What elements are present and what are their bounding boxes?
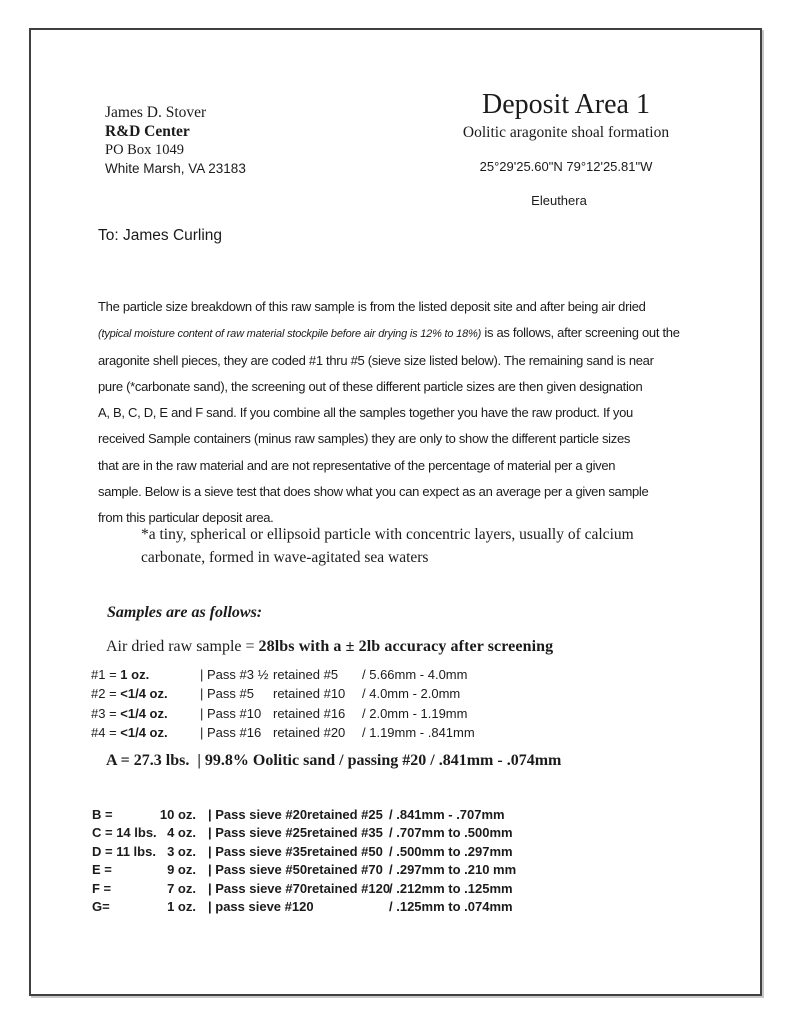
grade-pass: | Pass sieve #50 <box>208 862 308 878</box>
intro-line: pure (*carbonate sand), the screening out of these different particle sizes are then given designation <box>98 378 643 394</box>
grade-label: F = <box>92 880 112 896</box>
screen-pass: | Pass #10 <box>200 705 262 721</box>
sample-a-line: A = 27.3 lbs. | 99.8% Oolitic sand / passing #20 / .841mm - .074mm <box>106 752 562 769</box>
grade-retained: retained #25 <box>307 807 383 822</box>
grade-label-qty <box>92 880 196 898</box>
grade-label-qty <box>92 806 196 824</box>
intro-paragraph <box>98 294 680 532</box>
grade-row <box>92 806 516 824</box>
screening-row <box>91 684 475 703</box>
intro-line: received Sample containers (minus raw samples) they are only to show the different particle sizes <box>98 431 631 447</box>
screen-retained: retained #20 <box>273 725 346 741</box>
grade-label: E = <box>92 862 112 878</box>
oolite-definition-footnote <box>141 524 634 569</box>
location-name: Eleuthera <box>531 193 587 208</box>
grade-table <box>92 806 516 916</box>
raw-sample-line <box>106 638 553 656</box>
screen-retained: retained #16 <box>273 705 346 721</box>
grade-pass: | Pass sieve #70 <box>208 880 308 896</box>
moisture-note: (typical moisture content of raw material stockpile before air drying is 12% to 18%) <box>98 328 482 341</box>
screening-row <box>91 723 475 742</box>
raw-sample-weight: 28lbs with a ± 2lb accuracy after screening <box>258 638 554 655</box>
intro-line: The particle size breakdown of this raw sample is from the listed deposit site and after being air dried <box>98 299 646 314</box>
grade-label: B = <box>92 807 113 822</box>
grade-size-range: / .500mm to .297mm <box>389 843 513 859</box>
screen-code: #2 = <box>91 686 121 702</box>
footnote-line: *a tiny, spherical or ellipsoid particle with concentric layers, usually of calcium <box>141 526 634 543</box>
sender-name: James D. Stover <box>105 104 207 121</box>
screening-row <box>91 704 475 723</box>
grade-retained: retained #50 <box>307 843 383 859</box>
grade-retained: retained #120 <box>307 880 391 896</box>
grade-row <box>92 880 516 898</box>
intro-line: sample. Below is a sieve test that does show what you can expect as an average per a given sample <box>98 484 649 500</box>
grade-qty: 9 oz. <box>167 862 196 878</box>
intro-lines <box>98 348 680 532</box>
screen-pass: | Pass #5 <box>200 686 254 702</box>
footnote-line: carbonate, formed in wave-agitated sea waters <box>141 548 429 566</box>
grade-size-range: / .212mm to .125mm <box>389 880 513 896</box>
screen-pass: | Pass #16 <box>200 725 262 741</box>
screen-size-range: / 1.19mm - .841mm <box>362 725 475 741</box>
grade-label-qty <box>92 861 196 879</box>
intro-line-continuation: is as follows, after screening out the <box>481 325 680 341</box>
screen-size-range: / 4.0mm - 2.0mm <box>362 686 461 702</box>
grade-label-qty <box>92 898 196 916</box>
screen-code-qty <box>91 704 200 723</box>
grade-label-qty <box>92 824 196 842</box>
screen-retained: retained #10 <box>273 686 346 702</box>
screen-qty: <1/4 oz. <box>120 686 168 702</box>
grade-row <box>92 824 516 842</box>
grade-pass: | pass sieve #120 <box>208 899 314 915</box>
grade-pass: | Pass sieve #25 <box>208 825 308 841</box>
document-subtitle: Oolitic aragonite shoal formation <box>462 124 670 141</box>
screen-size-range: / 5.66mm - 4.0mm <box>362 667 468 682</box>
grade-pass: | Pass sieve #20 <box>208 807 308 822</box>
grade-qty: 7 oz. <box>167 880 196 896</box>
screen-code: #3 = <box>91 705 121 721</box>
grade-retained: retained #70 <box>307 862 383 878</box>
grade-qty: 3 oz. <box>167 843 196 859</box>
grade-qty: 10 oz. <box>159 807 196 822</box>
screening-table <box>91 665 475 743</box>
screen-code-qty <box>91 665 200 684</box>
grade-label-qty <box>92 843 196 861</box>
grade-size-range: / .707mm to .500mm <box>389 825 513 841</box>
intro-line <box>98 320 680 347</box>
grade-size-range: / .297mm to .210 mm <box>389 862 517 878</box>
grade-retained: retained #35 <box>307 825 383 841</box>
masthead <box>410 88 722 208</box>
intro-line: A, B, C, D, E and F sand. If you combine all the samples together you have the raw product. If you <box>98 405 633 421</box>
screen-qty: <1/4 oz. <box>120 725 168 741</box>
grade-row <box>92 898 516 916</box>
grade-qty: 4 oz. <box>167 825 196 841</box>
sender-organization: R&D Center <box>105 123 190 140</box>
screen-code-qty <box>91 723 200 742</box>
screen-pass: | Pass #3 ½ <box>200 667 269 682</box>
document-title: Deposit Area 1 <box>482 89 650 120</box>
grade-pass: | Pass sieve #35 <box>208 843 308 859</box>
screen-retained: retained #5 <box>273 667 339 682</box>
screen-code-qty <box>91 684 200 703</box>
samples-heading: Samples are as follows: <box>107 604 263 621</box>
screen-size-range: / 2.0mm - 1.19mm <box>362 705 468 721</box>
grade-row <box>92 861 516 879</box>
screening-row <box>91 665 475 684</box>
sender-city-line: White Marsh, VA 23183 <box>105 161 246 176</box>
sender-po-box: PO Box 1049 <box>105 142 184 158</box>
screen-qty: 1 oz. <box>120 667 150 682</box>
grade-size-range: / .841mm - .707mm <box>389 807 505 822</box>
grade-label: G= <box>92 899 110 915</box>
sender-address-block <box>105 103 246 178</box>
raw-sample-prefix: Air dried raw sample = <box>106 638 259 655</box>
intro-line: that are in the raw material and are not representative of the percentage of material per a given <box>98 457 616 473</box>
grade-label: D = 11 lbs. <box>92 843 156 859</box>
grade-row <box>92 843 516 861</box>
screen-code: #4 = <box>91 725 121 741</box>
grade-label: C = 14 lbs. <box>92 825 157 841</box>
grade-qty: 1 oz. <box>167 899 196 915</box>
intro-line: aragonite shell pieces, they are coded #1 thru #5 (sieve size listed below). The remaining sand is near <box>98 352 654 368</box>
recipient-line: To: James Curling <box>98 227 223 244</box>
screen-code: #1 = <box>91 667 121 682</box>
gps-coordinates: 25°29'25.60"N 79°12'25.81"W <box>479 159 653 174</box>
screen-qty: <1/4 oz. <box>120 705 168 721</box>
intro-line: from this particular deposit area. <box>98 510 274 526</box>
grade-retained <box>307 898 389 916</box>
grade-size-range: / .125mm to .074mm <box>389 899 513 915</box>
